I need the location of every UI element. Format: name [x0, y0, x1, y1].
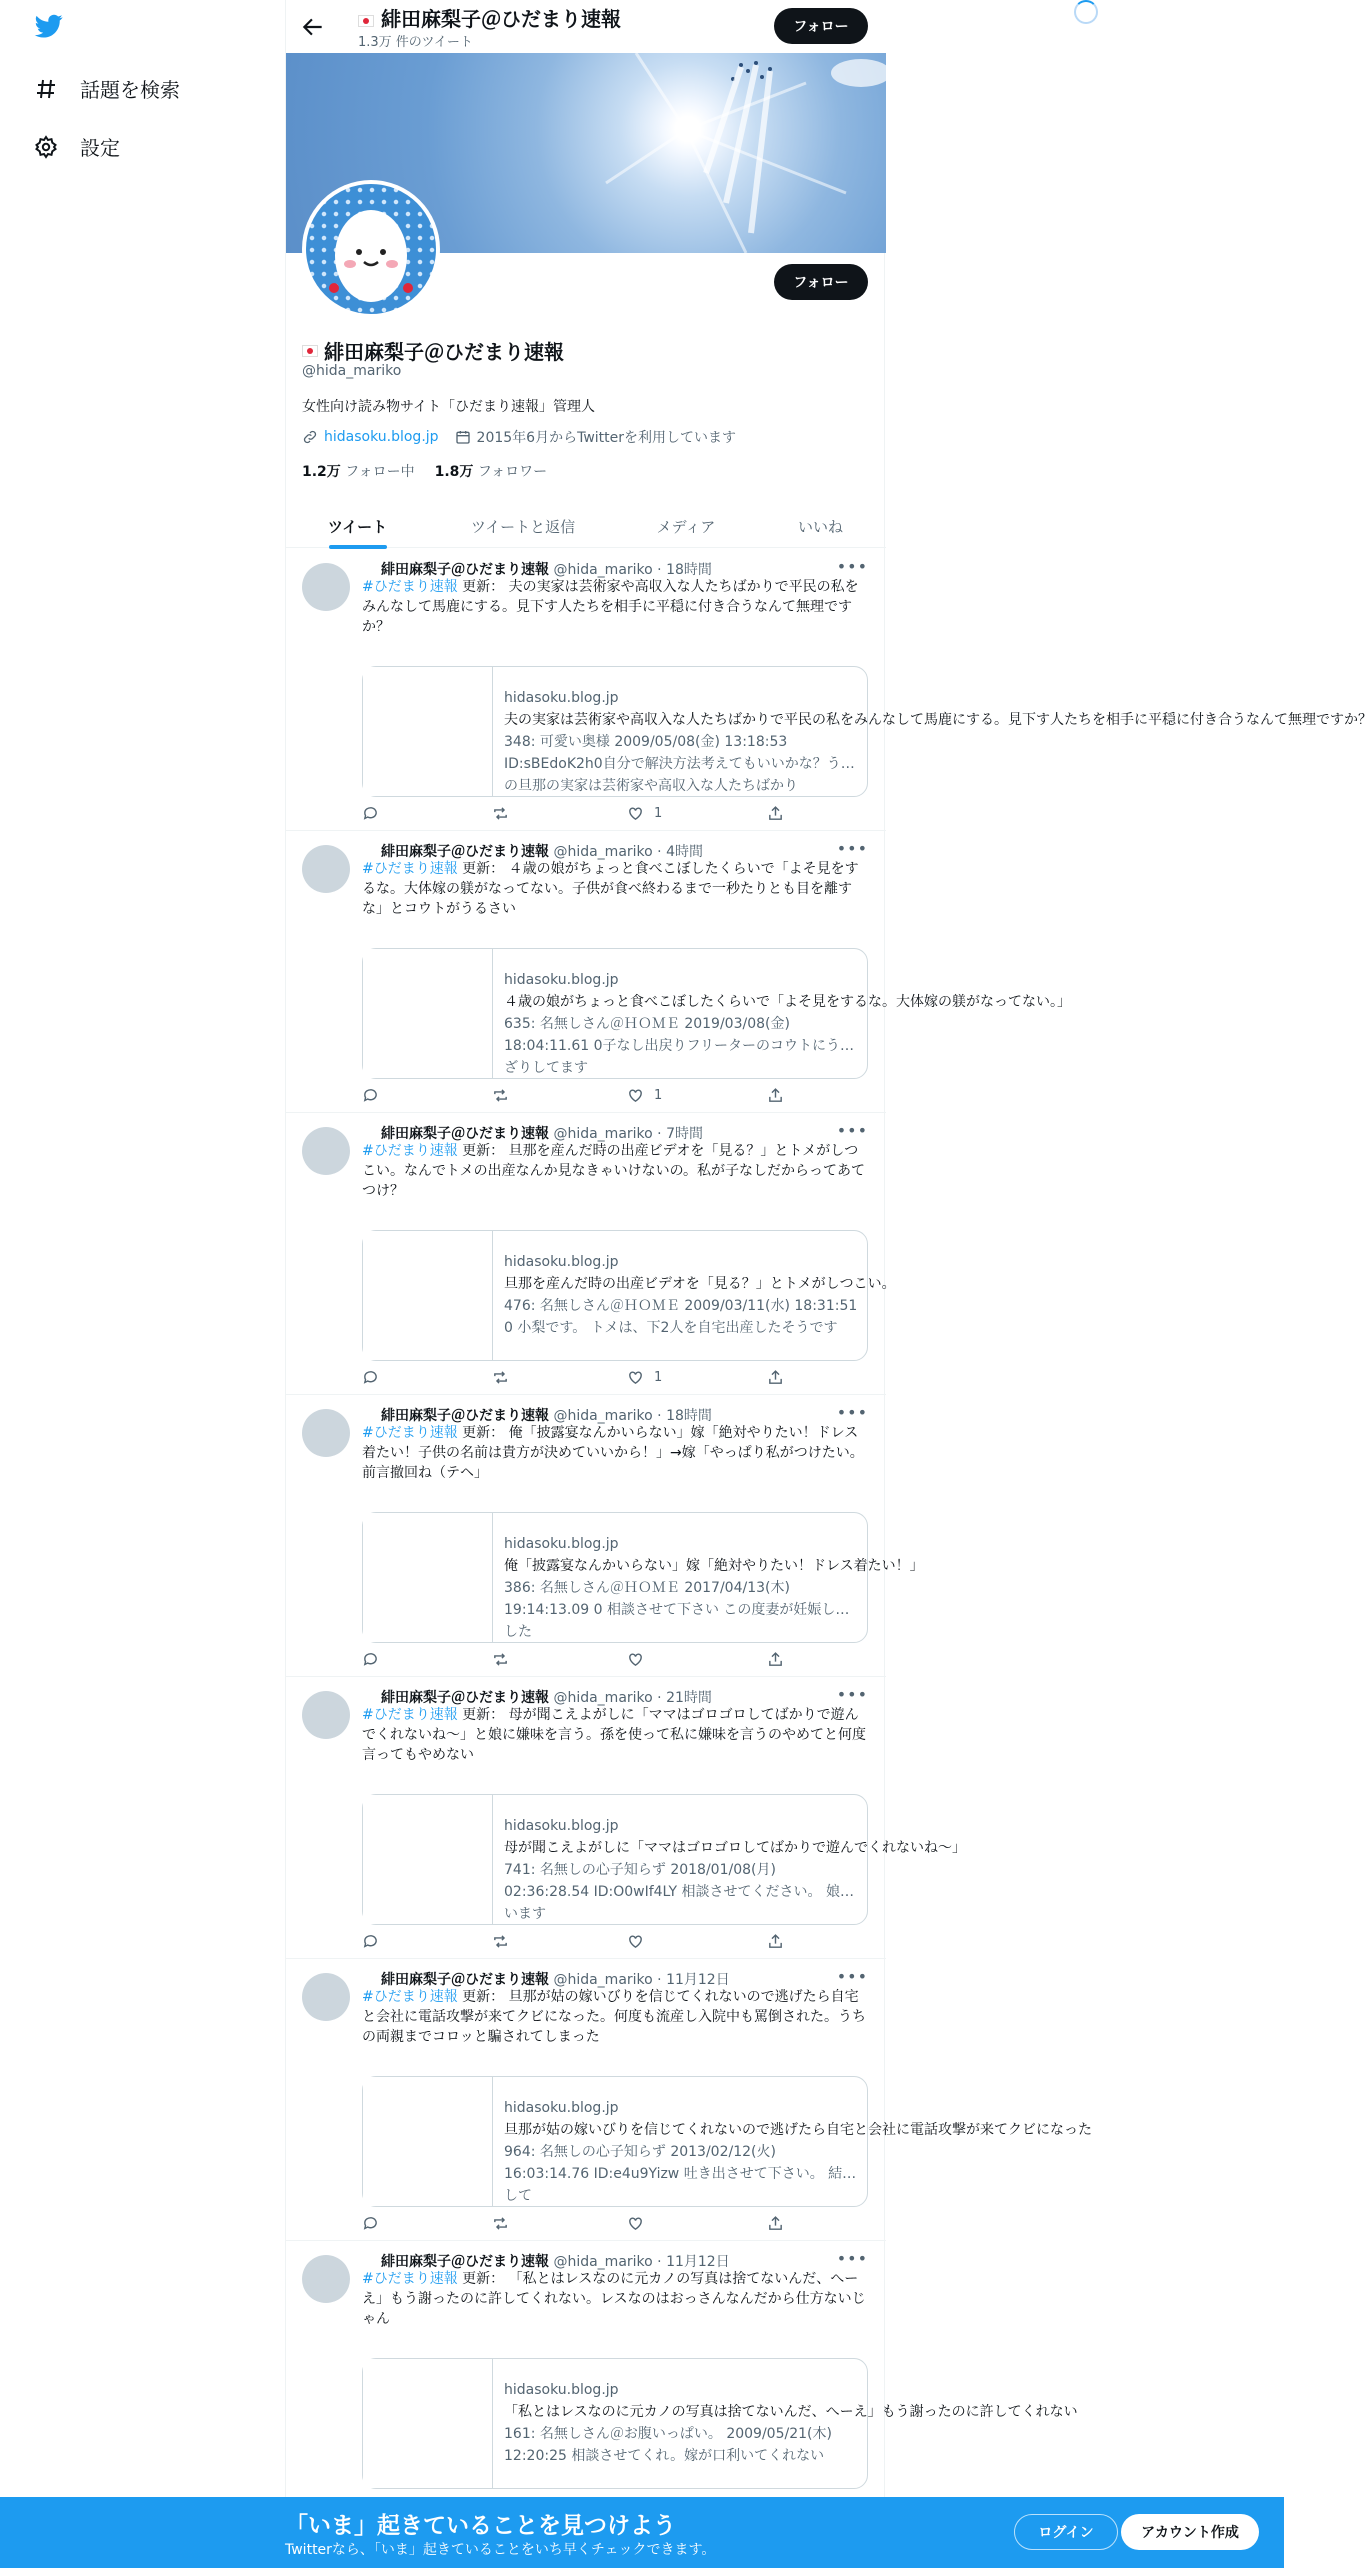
tweet-author-name[interactable]: 緋田麻梨子＠ひだまり速報: [381, 1972, 549, 1988]
more-options-icon[interactable]: •••: [836, 1121, 868, 1140]
tweet-author-handle: @hida_mariko: [553, 1972, 653, 1988]
reply-button[interactable]: [362, 1369, 379, 1386]
tweet-time[interactable]: 11月12日: [666, 1972, 730, 1988]
share-button[interactable]: [767, 2215, 784, 2232]
tweet-separator: ·: [652, 2254, 667, 2270]
profile-name-text: 緋田麻梨子＠ひだまり速報: [324, 340, 564, 364]
card-body: [504, 1251, 896, 1339]
tab-tweets-replies-label: ツイートと返信: [470, 518, 576, 536]
tweet-author-handle: @hida_mariko: [553, 2254, 653, 2270]
tweet[interactable]: [286, 1113, 896, 1395]
profile-handle: @hida_mariko: [302, 363, 402, 379]
tweet-avatar[interactable]: [302, 1127, 350, 1175]
profile-website-link[interactable]: hidasoku.blog.jp: [324, 429, 439, 445]
calendar-icon: [455, 429, 471, 445]
tweet-separator: ·: [652, 844, 667, 860]
share-icon: [767, 1651, 784, 1668]
tweet-author-name[interactable]: 緋田麻梨子＠ひだまり速報: [381, 844, 549, 860]
tweet-header: [381, 1405, 712, 1425]
link-card[interactable]: [362, 948, 1071, 1079]
hashtag-link[interactable]: #ひだまり速報: [362, 1425, 458, 1441]
more-options-icon[interactable]: •••: [836, 1967, 868, 1986]
card-body: [504, 1815, 966, 1922]
card-description: 161: 名無しさん＠お腹いっぱい。 2009/05/21(木) 12:20:25 相談させてくれ。嫁が口利いてくれない: [504, 2426, 832, 2464]
tweet-body: 更新： ４歳の娘がちょっと食べこぼしたくらいで「よそ見をするな。大体嫁の躾がなってない。子供が食べ終わるまで一秒たりとも目を離すな」とコウトがうるさい: [362, 861, 859, 917]
card-title: 「私とはレスなのに元カノの写真は捨てないんだ、へーえ」もう謝ったのに許してくれない: [504, 2404, 1078, 2420]
card-title: 俺「披露宴なんかいらない」嫁「絶対やりたい！ドレス着たい！」: [504, 1558, 924, 1574]
gear-icon: [34, 135, 58, 159]
tweet-actions: [362, 1087, 782, 1107]
profile-meta: [302, 427, 736, 447]
tweet-count: 1.3万 件のツイート: [358, 35, 473, 50]
tweet-body: 更新： 「私とはレスなのに元カノの写真は捨てないんだ、へーえ」もう謝ったのに許してくれない。レスなのはおっさんなんだから仕方ないじゃん: [362, 2271, 866, 2327]
card-body: [504, 969, 1071, 1076]
tweet-body: 更新： 母が聞こえよがしに「ママはゴロゴロしてばかりで遊んでくれないね～」と娘に嫌味を言う。孫を使って私に嫌味を言うのやめてと何度言ってもやめない: [362, 1707, 866, 1763]
following-count: 1.2万: [302, 464, 341, 480]
like-count: 1: [654, 1088, 663, 1103]
heart-icon: [627, 1933, 644, 1950]
retweet-icon: [492, 1651, 509, 1668]
bottom-signup-bar: [0, 2497, 1284, 2568]
reply-button[interactable]: [362, 805, 379, 822]
card-domain: hidasoku.blog.jp: [504, 1536, 619, 1552]
tab-media-label: メディア: [656, 518, 716, 536]
link-card[interactable]: [362, 2358, 1078, 2489]
card-description: 635: 名無しさん＠ＨＯＭＥ 2019/03/08(金) 18:04:11.61 0子なし出戻りフリーターのコウトにうんざりしてます: [504, 1016, 854, 1076]
link-icon: [302, 429, 318, 445]
card-thumbnail: [363, 1513, 493, 1642]
tweet[interactable]: [286, 1395, 924, 1677]
reply-icon: [362, 2215, 379, 2232]
tweet-actions: [362, 1369, 782, 1389]
following-label: フォロー中: [345, 464, 415, 480]
card-thumbnail: [363, 667, 493, 796]
retweet-button[interactable]: [492, 2215, 509, 2232]
following-stat[interactable]: [302, 461, 415, 481]
twitter-bird-icon[interactable]: [34, 12, 64, 40]
retweet-icon: [492, 805, 509, 822]
card-body: [504, 2379, 1078, 2467]
tweet-text: [362, 1705, 868, 1765]
follow-button-topbar[interactable]: フォロー: [774, 8, 868, 44]
tweet-header: [381, 1687, 712, 1707]
tweet-body: 更新： 旦那を産んだ時の出産ビデオを「見る？」とトメがしつこい。なんでトメの出産なんか見なきゃいけないの。私が子なしだからってあてつけ？: [362, 1143, 866, 1199]
share-icon: [767, 1087, 784, 1104]
share-button[interactable]: [767, 1933, 784, 1950]
card-domain: hidasoku.blog.jp: [504, 2100, 619, 2116]
reply-icon: [362, 1933, 379, 1950]
share-button[interactable]: [767, 805, 784, 822]
link-card[interactable]: [362, 666, 1372, 797]
topbar-title-text: 緋田麻梨子＠ひだまり速報: [380, 7, 621, 31]
card-title: 旦那を産んだ時の出産ビデオを「見る？」とトメがしつこい。: [504, 1276, 896, 1292]
reply-icon: [362, 1651, 379, 1668]
tab-media[interactable]: [617, 505, 755, 548]
card-thumbnail: [363, 2077, 493, 2206]
card-title: 夫の実家は芸術家や高収入な人たちばかりで平民の私をみんなして馬鹿にする。見下す人たちを相手に平穏に付き合うなんて無理ですか？: [504, 712, 1372, 728]
tweet-actions: [362, 1933, 782, 1953]
heart-icon: [627, 2215, 644, 2232]
tweet-header: [381, 1969, 730, 1989]
reply-icon: [362, 1087, 379, 1104]
heart-icon: [627, 1087, 644, 1104]
tweet[interactable]: [286, 2241, 1078, 2523]
tweet-text: [362, 1141, 868, 1201]
share-button[interactable]: [767, 1369, 784, 1386]
retweet-button[interactable]: [492, 805, 509, 822]
tab-tweets[interactable]: [286, 505, 429, 548]
share-button[interactable]: [767, 1087, 784, 1104]
card-domain: hidasoku.blog.jp: [504, 690, 619, 706]
hashtag-link[interactable]: #ひだまり速報: [362, 1707, 458, 1723]
bottom-bar-subtitle: Twitterなら、「いま」起きていることをいち早くチェックできます。: [285, 2542, 716, 2558]
follow-button[interactable]: フォロー: [774, 264, 868, 300]
tweet-text: [362, 1987, 868, 2047]
tweet-time[interactable]: 11月12日: [666, 2254, 730, 2270]
share-icon: [767, 1369, 784, 1386]
nav-explore[interactable]: [34, 74, 180, 103]
retweet-button[interactable]: [492, 1369, 509, 1386]
retweet-icon: [492, 1369, 509, 1386]
profile-topbar: [286, 0, 886, 53]
reply-button[interactable]: [362, 2215, 379, 2232]
tweet[interactable]: [286, 1959, 1092, 2241]
tab-likes[interactable]: [755, 505, 886, 548]
bottom-bar-title: 「いま」起きていることを見つけよう: [285, 2513, 676, 2539]
card-thumbnail: [363, 1795, 493, 1924]
like-button[interactable]: [627, 1369, 662, 1386]
reply-icon: [362, 805, 379, 822]
card-domain: hidasoku.blog.jp: [504, 972, 619, 988]
card-description: 476: 名無しさん＠ＨＯＭＥ 2009/03/11(水) 18:31:51 0 小梨です。 トメは、下2人を自宅出産したそうです: [504, 1298, 858, 1336]
profile-bio: 女性向け読み物サイト「ひだまり速報」管理人: [302, 399, 596, 415]
more-options-icon[interactable]: •••: [836, 839, 868, 858]
more-options-icon[interactable]: •••: [836, 557, 868, 576]
reply-button[interactable]: [362, 1933, 379, 1950]
like-button[interactable]: [627, 1651, 654, 1668]
tweet-author-name[interactable]: 緋田麻梨子＠ひだまり速報: [381, 2254, 549, 2270]
reply-button[interactable]: [362, 1651, 379, 1668]
left-nav: [0, 0, 285, 2500]
tweet-author-handle: @hida_mariko: [553, 1408, 653, 1424]
retweet-button[interactable]: [492, 1651, 509, 1668]
tweet-text: [362, 577, 868, 637]
tab-tweets-replies[interactable]: [429, 505, 617, 548]
tweet[interactable]: [286, 1677, 966, 1959]
tweet-time[interactable]: 4時間: [666, 844, 703, 860]
profile-tabs: [286, 505, 886, 548]
tweet-header: [381, 559, 712, 579]
tweet-author-name[interactable]: 緋田麻梨子＠ひだまり速報: [381, 562, 549, 578]
share-icon: [767, 2215, 784, 2232]
tweet-time[interactable]: 21時間: [666, 1690, 712, 1706]
tweet-separator: ·: [652, 1690, 667, 1706]
link-card[interactable]: [362, 2076, 1092, 2207]
tweet-avatar[interactable]: [302, 1691, 350, 1739]
like-count: 1: [654, 806, 663, 821]
card-body: [504, 687, 1372, 794]
follow-stats: [302, 461, 547, 481]
retweet-button[interactable]: [492, 1933, 509, 1950]
reply-button[interactable]: [362, 1087, 379, 1104]
tweet-body: 更新： 夫の実家は芸術家や高収入な人たちばかりで平民の私をみんなして馬鹿にする。見下す人たちを相手に平穏に付き合うなんて無理ですか？: [362, 579, 859, 635]
card-domain: hidasoku.blog.jp: [504, 1818, 619, 1834]
tweet-text: [362, 1423, 868, 1483]
like-button[interactable]: [627, 805, 662, 822]
tweet-time[interactable]: 7時間: [666, 1126, 703, 1142]
hashtag-link[interactable]: #ひだまり速報: [362, 2271, 458, 2287]
tweet-text: [362, 2269, 868, 2329]
card-description: 964: 名無しの心子知らず 2013/02/12(火) 16:03:14.76 ID:e4u9Yizw 吐き出させて下さい。 結婚して: [504, 2144, 857, 2204]
share-icon: [767, 805, 784, 822]
tweet-actions: [362, 2215, 782, 2235]
hashtag-link[interactable]: #ひだまり速報: [362, 1989, 458, 2005]
share-button[interactable]: [767, 1651, 784, 1668]
main-column: [285, 0, 1372, 2500]
tweet-author-handle: @hida_mariko: [553, 844, 653, 860]
nav-settings[interactable]: [34, 132, 120, 161]
tweet[interactable]: [286, 549, 1372, 831]
tweet-author-name[interactable]: 緋田麻梨子＠ひだまり速報: [381, 1690, 549, 1706]
card-body: [504, 1533, 924, 1640]
loading-spinner-icon: [1074, 0, 1098, 24]
card-title: 旦那が姑の嫁いびりを信じてくれないので逃げたら自宅と会社に電話攻撃が来てクビになった: [504, 2122, 1092, 2138]
back-arrow-icon[interactable]: [300, 14, 326, 40]
tweet[interactable]: [286, 831, 1071, 1113]
heart-icon: [627, 1651, 644, 1668]
like-button[interactable]: [627, 1087, 662, 1104]
tweet-avatar[interactable]: [302, 1973, 350, 2021]
tab-tweets-label: ツイート: [327, 518, 388, 536]
retweet-icon: [492, 1933, 509, 1950]
egg-mascot-image: [306, 184, 436, 314]
card-description: 741: 名無しの心子知らず 2018/01/08(月) 02:36:28.54 ID:O0wIf4LY 相談させてください。 娘がいます: [504, 1862, 854, 1922]
tweet-header: [381, 2251, 730, 2271]
nav-explore-label: 話題を検索: [80, 78, 180, 102]
tweet-text: [362, 859, 868, 919]
like-button[interactable]: [627, 2215, 654, 2232]
retweet-icon: [492, 1087, 509, 1104]
card-body: [504, 2097, 1092, 2204]
card-description: 348: 可愛い奥様 2009/05/08(金) 13:18:53 ID:sBEdoK2h0自分で解決方法考えてもいいかな？うちの旦那の実家は芸術家や高収入な人たちばかり: [504, 734, 855, 794]
reply-icon: [362, 1369, 379, 1386]
heart-icon: [627, 805, 644, 822]
tweet-body: 更新： 旦那が姑の嫁いびりを信じてくれないので逃げたら自宅と会社に電話攻撃が来てクビになった。何度も流産し入院中も罵倒された。うちの両親までコロッと騙されてしまった: [362, 1989, 866, 2045]
card-title: ４歳の娘がちょっと食べこぼしたくらいで「よそ見をするな。大体嫁の躾がなってない。」: [504, 994, 1071, 1010]
topbar-title: [358, 3, 621, 32]
followers-stat[interactable]: [435, 461, 548, 481]
share-icon: [767, 1933, 784, 1950]
tweet-separator: ·: [652, 562, 667, 578]
tweet-author-name[interactable]: 緋田麻梨子＠ひだまり速報: [381, 1408, 549, 1424]
hashtag-link[interactable]: #ひだまり速報: [362, 861, 458, 877]
link-card[interactable]: [362, 1230, 896, 1361]
tweet-time[interactable]: 18時間: [666, 562, 712, 578]
card-thumbnail: [363, 949, 493, 1078]
tweet-author-name[interactable]: 緋田麻梨子＠ひだまり速報: [381, 1126, 549, 1142]
profile-name: [302, 336, 564, 365]
retweet-icon: [492, 2215, 509, 2232]
more-options-icon[interactable]: •••: [836, 1685, 868, 1704]
tweet-separator: ·: [652, 1126, 667, 1142]
japan-flag-icon: [302, 345, 318, 357]
hashtag-link[interactable]: #ひだまり速報: [362, 579, 458, 595]
tweet-avatar[interactable]: [302, 1409, 350, 1457]
tweet-time[interactable]: 18時間: [666, 1408, 712, 1424]
like-count: 1: [654, 1370, 663, 1385]
tweet-author-handle: @hida_mariko: [553, 1690, 653, 1706]
tweet-avatar[interactable]: [302, 845, 350, 893]
card-thumbnail: [363, 1231, 493, 1360]
tweet-actions: [362, 805, 782, 825]
japan-flag-icon: [358, 15, 374, 27]
retweet-button[interactable]: [492, 1087, 509, 1104]
hashtag-link[interactable]: #ひだまり速報: [362, 1143, 458, 1159]
tweet-author-handle: @hida_mariko: [553, 562, 653, 578]
login-button[interactable]: ログイン: [1014, 2514, 1118, 2550]
tweet-header: [381, 841, 703, 861]
more-options-icon[interactable]: •••: [836, 1403, 868, 1422]
tweet-header: [381, 1123, 703, 1143]
tweet-body: 更新： 俺「披露宴なんかいらない」嫁「絶対やりたい！ドレス着たい！子供の名前は貴方が決めていいから！」→嫁「やっぱり私がつけたい。前言撤回ね（テヘ」: [362, 1425, 864, 1481]
tweet-avatar[interactable]: [302, 2255, 350, 2303]
tweet-avatar[interactable]: [302, 563, 350, 611]
link-card[interactable]: [362, 1512, 924, 1643]
card-thumbnail: [363, 2359, 493, 2488]
profile-avatar[interactable]: [302, 180, 440, 318]
tweet-separator: ·: [652, 1972, 667, 1988]
heart-icon: [627, 1369, 644, 1386]
card-domain: hidasoku.blog.jp: [504, 2382, 619, 2398]
card-title: 母が聞こえよがしに「ママはゴロゴロしてばかりで遊んでくれないね～」: [504, 1840, 966, 1856]
followers-count: 1.8万: [434, 464, 474, 480]
card-domain: hidasoku.blog.jp: [504, 1254, 619, 1270]
hashtag-icon: [34, 77, 58, 101]
more-options-icon[interactable]: •••: [836, 2249, 868, 2268]
card-description: 386: 名無しさん＠ＨＯＭＥ 2017/04/13(木) 19:14:13.09 0 相談させて下さい この度妻が妊娠しました: [504, 1580, 850, 1640]
link-card[interactable]: [362, 1794, 966, 1925]
like-button[interactable]: [627, 1933, 654, 1950]
tweet-separator: ·: [652, 1408, 667, 1424]
tweet-author-handle: @hida_mariko: [553, 1126, 653, 1142]
tab-likes-label: いいね: [797, 518, 843, 536]
signup-button[interactable]: アカウント作成: [1121, 2514, 1259, 2550]
nav-settings-label: 設定: [80, 136, 120, 160]
profile-joined: 2015年6月からTwitterを利用しています: [476, 430, 737, 446]
tweet-actions: [362, 1651, 782, 1671]
followers-label: フォロワー: [477, 464, 548, 480]
